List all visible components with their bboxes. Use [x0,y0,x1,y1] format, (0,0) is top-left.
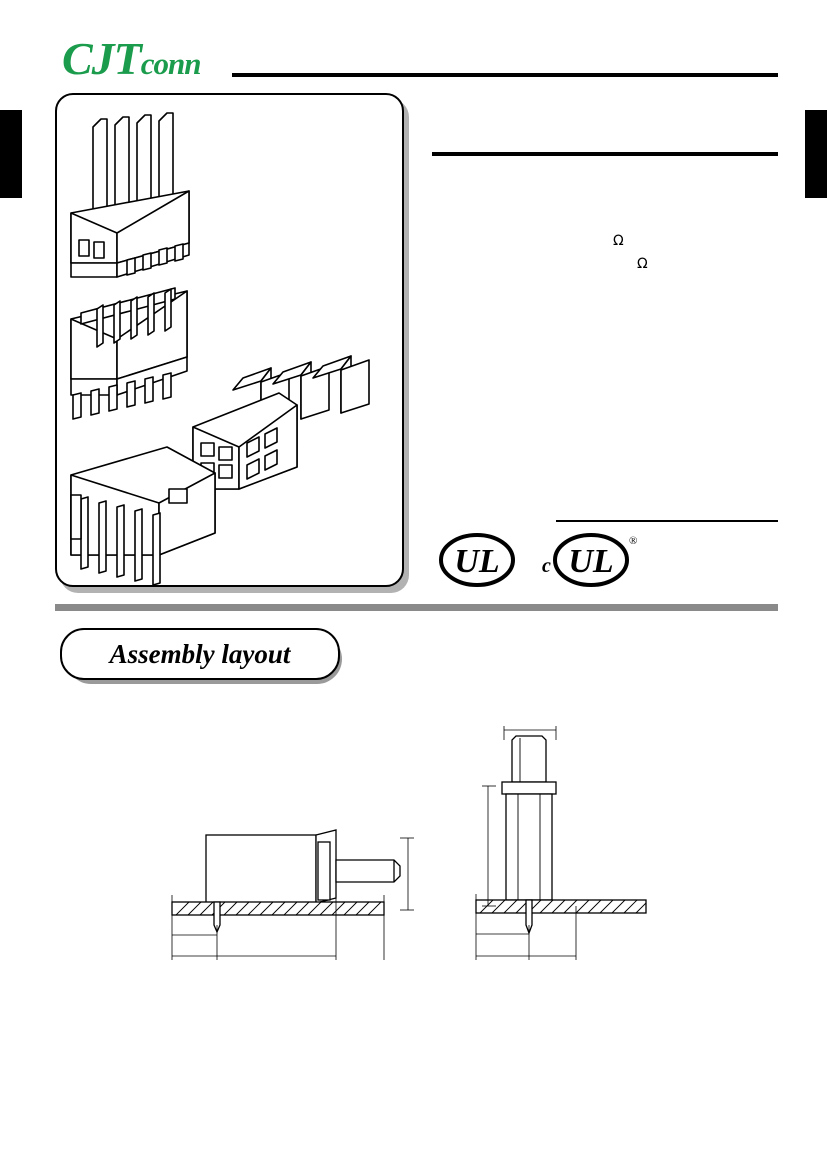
right-angle-header [71,447,215,585]
product-photo-box [55,93,404,587]
ul-icon [441,535,513,585]
svg-text:UL: UL [454,543,500,580]
wafer-straight-header [71,288,187,419]
c-ul-icon [542,535,637,585]
ohm-symbol-2: Ω [637,256,648,272]
assembly-layout-heading [60,628,340,680]
approval-marks [438,532,638,588]
specification-rule [432,152,778,156]
logo-main-text: CJT [62,33,141,84]
page-edge-tab-left [0,110,22,198]
logo-sub-text: conn [140,46,201,81]
approvals-rule [556,520,778,522]
section-divider-bar [55,604,778,611]
wire-to-board-housing [71,113,189,277]
receptacle-housing-with-terminals [193,356,369,489]
ul-listing-marks [438,532,638,588]
assembly-layout-heading-text: Assembly layout [109,638,291,669]
right-angle-assembly-drawing [150,720,450,1015]
svg-text:c: c [542,555,551,577]
company-logo [62,33,201,84]
svg-text:®: ® [629,535,638,547]
svg-text:UL: UL [568,543,614,580]
vertical-assembly-drawing [460,720,720,1015]
ohm-symbol-1: Ω [613,233,624,249]
header-rule [232,73,778,77]
page-edge-tab-right [805,110,827,198]
product-illustration [57,95,402,585]
